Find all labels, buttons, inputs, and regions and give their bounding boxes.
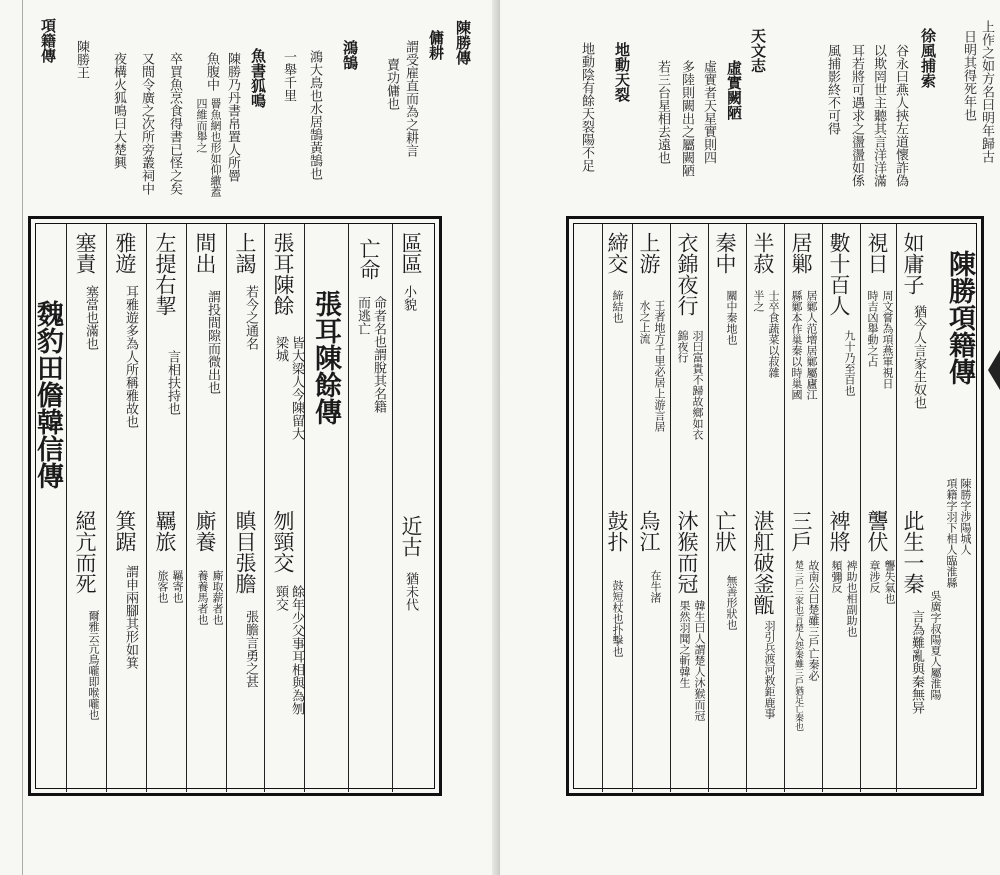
- entry-note: 謂投間隙而微出也: [205, 290, 220, 394]
- entry-note: 故南公曰楚雖三戶亡秦必: [807, 560, 820, 681]
- note-heading: 虛實闕陋: [725, 60, 743, 120]
- note-text: 谷永曰燕人挾左道懷詐偽: [893, 44, 908, 187]
- note-text: 上作之如方名曰明年歸古: [979, 20, 994, 163]
- note-text: 四維而舉之: [195, 98, 208, 153]
- note-text: 罾魚網也形如仰繖蓋: [209, 98, 222, 197]
- entry-note: 廝取薪者也: [211, 570, 224, 625]
- entry-term: 衣錦夜行: [675, 232, 699, 316]
- entry-term: 亡命: [357, 238, 381, 280]
- note-heading: 傭耕: [427, 30, 445, 60]
- note-text: 虛實者天星實則四: [701, 60, 716, 164]
- note-text: 以欺罔世主聽其言洋洋滿: [871, 44, 886, 187]
- entry-note: 羈寄也: [171, 570, 184, 603]
- entry-note: 在牛渚: [649, 570, 662, 603]
- entry-term: 居鄛: [789, 232, 813, 274]
- entry-note: 頸交: [273, 585, 288, 611]
- entry-note: 讋失氣也: [883, 560, 896, 604]
- entry-term: 湛舡破釜甑: [751, 510, 775, 615]
- entry-term: 廝養: [193, 510, 217, 552]
- entry-note: 言為難亂與秦無异: [909, 610, 924, 714]
- entry-note: 言相扶持也: [165, 350, 180, 415]
- entry-term: 三戶: [789, 510, 813, 552]
- entry-note: 無善形狀也: [725, 575, 738, 630]
- note-heading: 鴻鵠: [341, 40, 359, 70]
- entry-note: 錦夜行: [676, 330, 689, 363]
- entry-term: 視日: [865, 232, 889, 274]
- note-text: 夜構火狐鳴曰大楚興: [111, 52, 126, 169]
- note-text: 魚腹中: [204, 52, 219, 91]
- entry-note: 小貌: [401, 285, 416, 311]
- entry-term: 間出: [193, 232, 217, 274]
- note-heading: 陳勝傳: [454, 20, 472, 65]
- right-page: [500, 0, 1000, 875]
- entry-term: 讋伏: [865, 510, 889, 552]
- entry-note: 旅客也: [156, 570, 169, 603]
- entry-note: 項籍字羽下相人臨淮縣: [945, 478, 958, 588]
- entry-term: 秦中: [713, 232, 737, 274]
- entry-term: 區區: [399, 232, 423, 274]
- entry-term: 裨將: [827, 510, 851, 552]
- entry-term: 此生一秦: [901, 510, 925, 594]
- entry-note: 塞當也滿也: [83, 285, 98, 350]
- entry-note: 羽引兵渡河救鉅鹿事: [763, 620, 776, 719]
- entry-term: 左提右挈: [153, 232, 177, 316]
- entry-term: 上游: [637, 232, 661, 274]
- entry-note: 命者名也謂脫其名籍: [371, 296, 386, 413]
- entry-term: 箕踞: [113, 510, 137, 552]
- entry-note: 章涉反: [868, 560, 881, 593]
- page-tab-marker: [988, 350, 1000, 390]
- entry-term: 亡狀: [713, 510, 737, 552]
- entry-note: 裨助也相副助也: [845, 560, 858, 637]
- entry-note: 耳雅遊多為人所稱雅故也: [123, 285, 138, 428]
- entry-note: 楚三戶三家也言楚人怨秦雖三戶猶足亡秦也: [793, 560, 803, 731]
- entry-term: 羈旅: [153, 510, 177, 552]
- entry-note: 半之: [752, 290, 765, 312]
- entry-note: 猶今人言家生奴也: [911, 305, 926, 409]
- entry-term: 瞋目張膽: [233, 510, 257, 594]
- entry-note: 周文嘗為項燕軍視日: [881, 290, 894, 389]
- note-text: 風捕影終不可得: [825, 44, 840, 135]
- entry-note: 陳勝字涉陽城人: [959, 478, 972, 555]
- entry-term: 沐猴而冠: [675, 510, 699, 594]
- note-text: 謂受雇直而為之耕言: [403, 40, 418, 157]
- entry-note: 張膽言勇之甚: [243, 610, 258, 688]
- entry-note: 鼓短杖也扑擊也: [611, 580, 624, 657]
- note-text: 耳若將可遇求之盪盪如係: [849, 44, 864, 187]
- note-heading: 徐風捕索: [919, 28, 937, 88]
- entry-note: 水之上流: [638, 300, 651, 344]
- entry-note: 關中秦地也: [725, 290, 738, 345]
- entry-note: 王者地方千里必居上游言居: [653, 300, 666, 432]
- entry-note: 時吉凶舉動之占: [866, 290, 879, 367]
- entry-note: 爾雅云亢鳥嚨即喉嚨也: [87, 610, 100, 720]
- entry-note: 餘年少父事耳相與為刎: [289, 585, 304, 715]
- entry-note: 養養馬者也: [196, 570, 209, 625]
- entry-note: 羽曰富貴不歸故鄉如衣: [691, 330, 704, 440]
- entry-note: 縣鄛本作巢秦以時巢國: [790, 290, 803, 400]
- entry-note: 居鄛人范增居鄛屬廬江: [805, 290, 818, 400]
- entry-term: 雅遊: [113, 232, 137, 274]
- entry-term: 半菽: [751, 232, 775, 274]
- entry-note: 士卒食蔬菜以菽雜: [767, 290, 780, 378]
- entry-term: 締交: [605, 232, 629, 274]
- entry-term: 上謁: [233, 232, 257, 274]
- entry-term: 數十百人: [827, 232, 851, 316]
- note-heading: 天文志: [749, 28, 767, 73]
- entry-note: 謂申兩腳其形如箕: [123, 565, 138, 669]
- entry-note: 皆大梁人今陳留大: [289, 336, 304, 440]
- entry-note: 吳廣字叔陽夏人屬淮陽: [929, 590, 942, 700]
- chapter-title: 魏豹田儋韓信傳: [32, 300, 63, 489]
- entry-note: 而逃亡: [355, 296, 370, 335]
- entry-note: 締結也: [611, 290, 624, 323]
- note-text: 日明其得死年也: [961, 30, 976, 121]
- note-text: 陳勝王: [74, 40, 89, 79]
- chapter-title: 張耳陳餘傳: [310, 290, 341, 425]
- entry-term: 刎頸交: [271, 510, 295, 573]
- note-text: 又間令廣之次所旁叢祠中: [139, 52, 154, 195]
- note-text: 多陸則闕出之屬闕陋: [679, 60, 694, 177]
- entry-note: 頻彌反: [830, 560, 843, 593]
- entry-term: 鼓扑: [605, 510, 629, 552]
- entry-term: 如庸子: [901, 232, 925, 295]
- note-text: 卒買魚烹食得書已怪之矣: [167, 52, 182, 195]
- entry-note: 梁城: [273, 336, 288, 362]
- note-heading: 魚書狐鳴: [249, 48, 267, 108]
- entry-note: 猶未代: [403, 572, 418, 611]
- entry-note: 九十乃至百也: [843, 330, 856, 396]
- note-text: 陳勝乃丹書帛置人所罾: [225, 52, 240, 182]
- entry-term: 塞責: [73, 232, 97, 274]
- page-edge: [0, 0, 23, 875]
- entry-term: 絕亢而死: [73, 510, 97, 594]
- entry-note: 若今之通名: [243, 285, 258, 350]
- note-text: 地動陰有餘天裂陽不足: [579, 42, 594, 172]
- note-text: 一舉千里: [281, 50, 296, 102]
- note-text: 若三台星相去遠也: [655, 60, 670, 164]
- note-text: 鴻大鳥也水居鵠黃鵠也: [307, 50, 322, 180]
- entry-term: 烏江: [637, 510, 661, 552]
- chapter-title: 陳勝項籍傳: [944, 250, 975, 385]
- note-heading: 項籍傳: [39, 18, 57, 63]
- note-heading: 地動天裂: [613, 42, 631, 102]
- entry-term: 張耳陳餘: [271, 232, 295, 316]
- entry-term: 近古: [399, 515, 423, 557]
- entry-note: 果然羽聞之斬韓生: [678, 600, 691, 688]
- note-text: 賣功傭也: [384, 58, 399, 110]
- entry-note: 韓生曰人謂楚人沐猴而冠: [693, 600, 706, 721]
